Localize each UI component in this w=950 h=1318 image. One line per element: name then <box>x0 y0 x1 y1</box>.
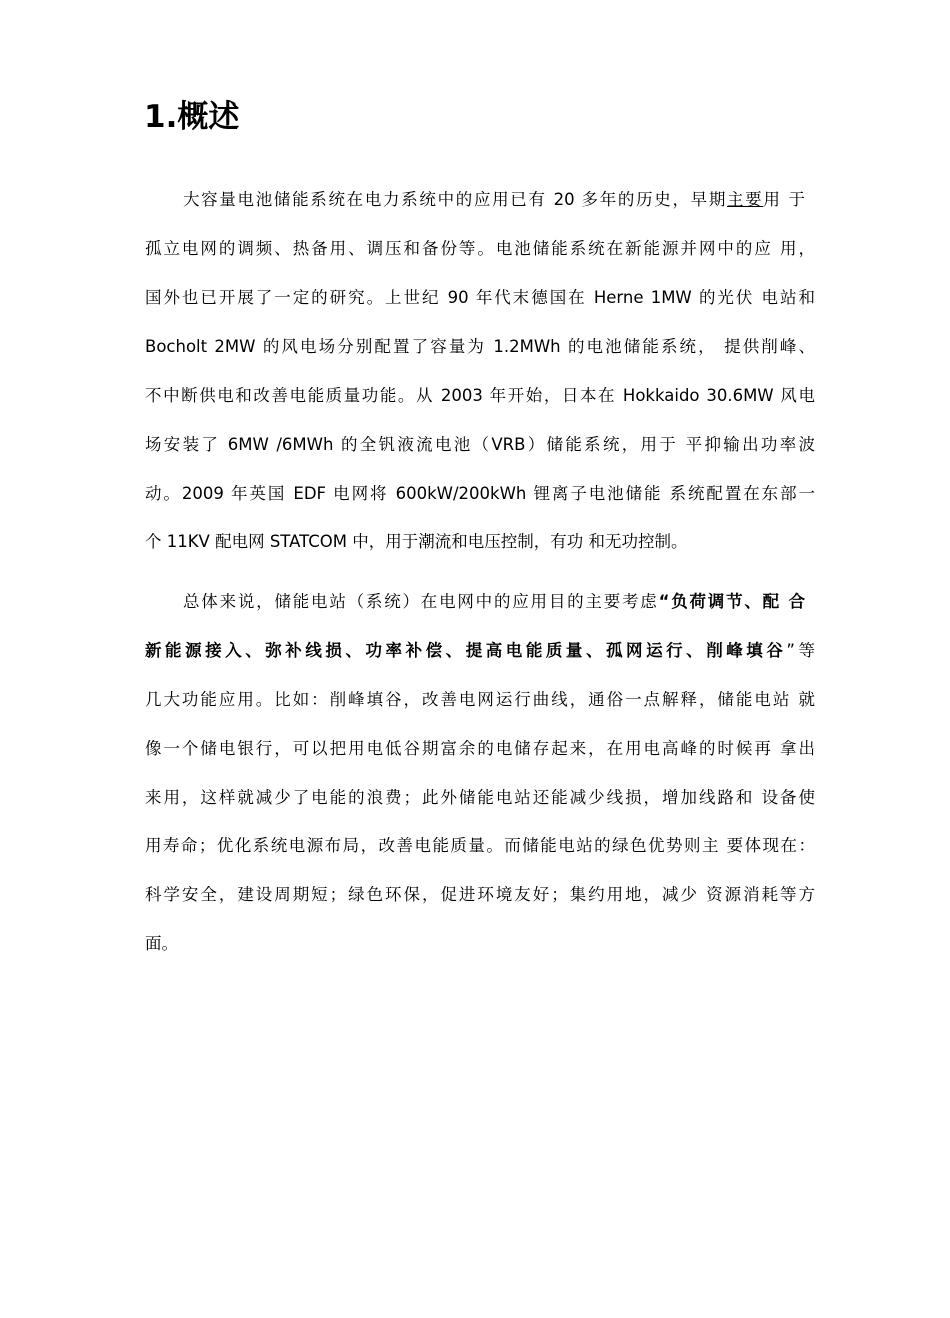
bold-text: “负荷调节、配 合 <box>658 592 805 611</box>
paragraph-line: 个 11KV 配电网 STATCOM 中，用于潮流和电压控制，有功 和无功控制。 <box>145 532 688 551</box>
paragraph-line: 场安装了 6MW /6MWh 的全钒液流电池（VRB）储能系统，用于 平抑输出功率波 <box>145 435 815 454</box>
paragraph-line: 像一个储电银行，可以把用电低谷期富余的电储存起来，在用电高峰的时候再 拿出 <box>145 739 815 758</box>
underlined-text: 主要 <box>727 190 764 209</box>
paragraph-line: 用寿命；优化系统电源布局，改善电能质量。而储能电站的绿色优势则主 要体现在： <box>145 836 815 855</box>
paragraph-line: 面。 <box>145 934 178 953</box>
text-run: 总体来说，储能电站（系统）在电网中的应用目的主要考虑 <box>183 592 659 611</box>
paragraph-line: 孤立电网的调频、热备用、调压和备份等。电池储能系统在新能源并网中的应 用， <box>145 239 815 258</box>
paragraph-line: 几大功能应用。比如：削峰填谷，改善电网运行曲线，通俗一点解释，储能电站 就 <box>145 690 815 709</box>
paragraph-line: Bocholt 2MW 的风电场分别配置了容量为 1.2MWh 的电池储能系统， 提供削峰、 <box>145 337 815 356</box>
text-run: ”等 <box>786 641 815 660</box>
paragraph-line: 国外也已开展了一定的研究。上世纪 90 年代末德国在 Herne 1MW 的光伏 电站和 <box>145 288 815 307</box>
text-run: 用 于 <box>763 190 805 209</box>
paragraph-line: 科学安全，建设周期短；绿色环保，促进环境友好；集约用地，减少 资源消耗等方 <box>145 885 815 904</box>
bold-text: 新能源接入、弥补线损、功率补偿、提高电能质量、孤网运行、削峰填谷 <box>145 641 787 660</box>
paragraph-line <box>145 639 815 663</box>
paragraph-line <box>183 590 805 614</box>
paragraph-line: 动。2009 年英国 EDF 电网将 600kW/200kWh 锂离子电池储能 系统配置在东部一 <box>145 484 815 503</box>
section-heading: 1.概述 <box>144 99 240 135</box>
paragraph-line <box>183 188 805 212</box>
paragraph-line: 不中断供电和改善电能质量功能。从 2003 年开始，日本在 Hokkaido 30.6MW 风电 <box>145 386 815 405</box>
text-run: 大容量电池储能系统在电力系统中的应用已有 20 多年的历史，早期 <box>183 190 727 209</box>
paragraph-line: 来用，这样就减少了电能的浪费；此外储能电站还能减少线损，增加线路和 设备使 <box>145 788 815 807</box>
